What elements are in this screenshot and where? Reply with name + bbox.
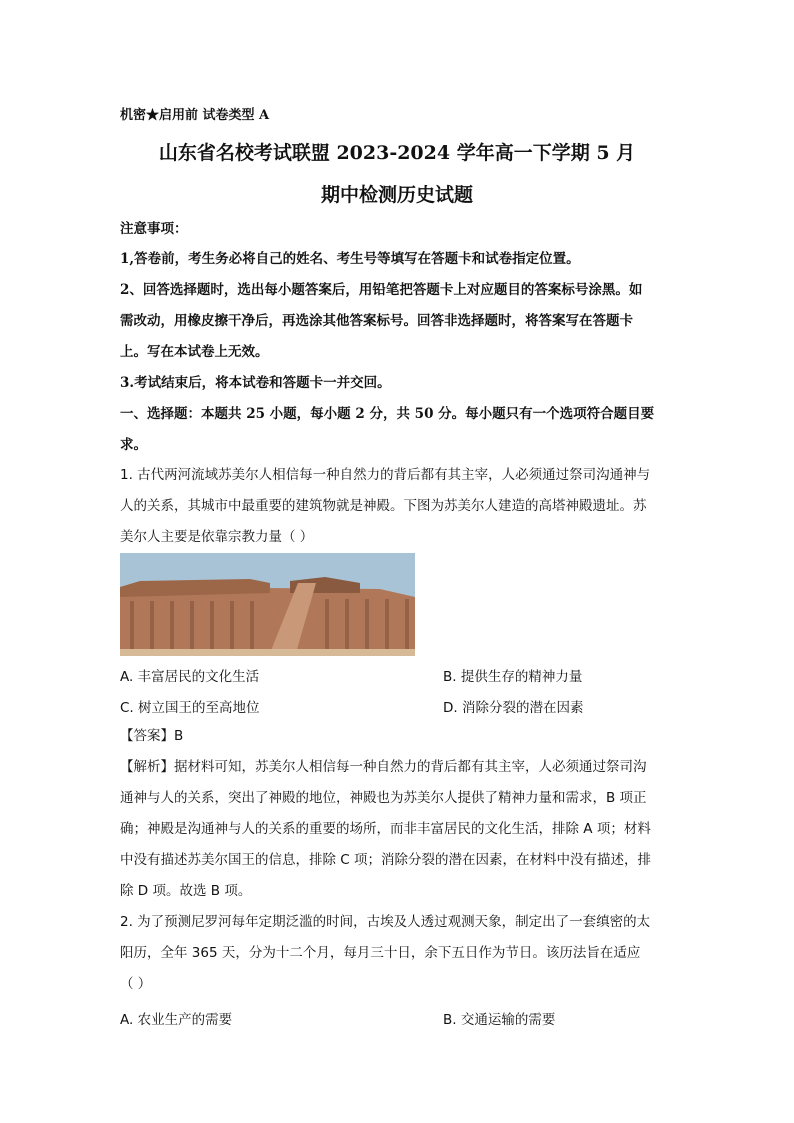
q1-answer: 【答案】B bbox=[120, 728, 184, 744]
q1-analysis-line2: 通神与人的关系，突出了神殿的地位，神殿也为苏美尔人提供了精神力量和需求，B 项正 bbox=[120, 790, 647, 806]
q1-option-d: D. 消除分裂的潜在因素 bbox=[443, 700, 584, 716]
q2-stem-line1: 2. 为了预测尼罗河每年定期泛滥的时间，古埃及人透过观测天象，制定出了一套缜密的太 bbox=[120, 914, 651, 930]
q2-stem-line3: （ ） bbox=[120, 976, 152, 992]
notice-item-1: 1,答卷前，考生务必将自己的姓名、考生号等填写在答题卡和试卷指定位置。 bbox=[120, 251, 580, 267]
q1-option-c: C. 树立国王的至高地位 bbox=[120, 700, 260, 716]
q1-stem-line2: 人的关系，其城市中最重要的建筑物就是神殿。下图为苏美尔人建造的高塔神殿遗址。苏 bbox=[120, 498, 647, 514]
exam-title-line1: 山东省名校考试联盟 2023-2024 学年高一下学期 5 月 bbox=[158, 142, 636, 164]
notice-item-2-line1: 2、回答选择题时，选出每小题答案后，用铅笔把答题卡上对应题目的答案标号涂黑。如 bbox=[120, 282, 643, 298]
q2-option-a: A. 农业生产的需要 bbox=[120, 1012, 233, 1028]
notice-item-3: 3.考试结束后，将本试卷和答题卡一并交回。 bbox=[120, 375, 391, 391]
exam-title-line2: 期中检测历史试题 bbox=[320, 184, 473, 206]
q1-stem-line1: 1. 古代两河流域苏美尔人相信每一种自然力的背后都有其主宰，人必须通过祭司沟通神与 bbox=[120, 467, 651, 483]
q1-analysis-line3: 确；神殿是沟通神与人的关系的重要的场所，而非丰富居民的文化生活，排除 A 项；材料 bbox=[120, 821, 651, 837]
section-heading-line1: 一、选择题：本题共 25 小题，每小题 2 分，共 50 分。每小题只有一个选项符合题目要 bbox=[120, 406, 655, 422]
ziggurat-photo bbox=[120, 553, 415, 656]
q1-stem-line3: 美尔人主要是依靠宗教力量（ ） bbox=[120, 529, 314, 545]
q1-analysis-line1: 【解析】据材料可知，苏美尔人相信每一种自然力的背后都有其主宰，人必须通过祭司沟 bbox=[120, 759, 647, 775]
q1-option-a: A. 丰富居民的文化生活 bbox=[120, 669, 260, 685]
q1-analysis-line5: 除 D 项。故选 B 项。 bbox=[120, 883, 252, 899]
confidential-label: 机密★启用前 试卷类型 A bbox=[120, 108, 270, 123]
q1-option-b: B. 提供生存的精神力量 bbox=[443, 669, 583, 685]
q1-analysis-line4: 中没有描述苏美尔国王的信息，排除 C 项；消除分裂的潜在因素，在材料中没有描述，排 bbox=[120, 852, 652, 868]
notice-item-2-line2: 需改动，用橡皮擦干净后，再选涂其他答案标号。回答非选择题时，将答案写在答题卡 bbox=[120, 313, 633, 329]
notice-heading: 注意事项： bbox=[120, 221, 188, 237]
q2-stem-line2: 阳历，全年 365 天，分为十二个月，每月三十日，余下五日作为节日。该历法旨在适应 bbox=[120, 945, 641, 961]
q2-option-b: B. 交通运输的需要 bbox=[443, 1012, 556, 1028]
section-heading-line2: 求。 bbox=[120, 437, 147, 453]
notice-item-2-line3: 上。写在本试卷上无效。 bbox=[120, 344, 269, 360]
